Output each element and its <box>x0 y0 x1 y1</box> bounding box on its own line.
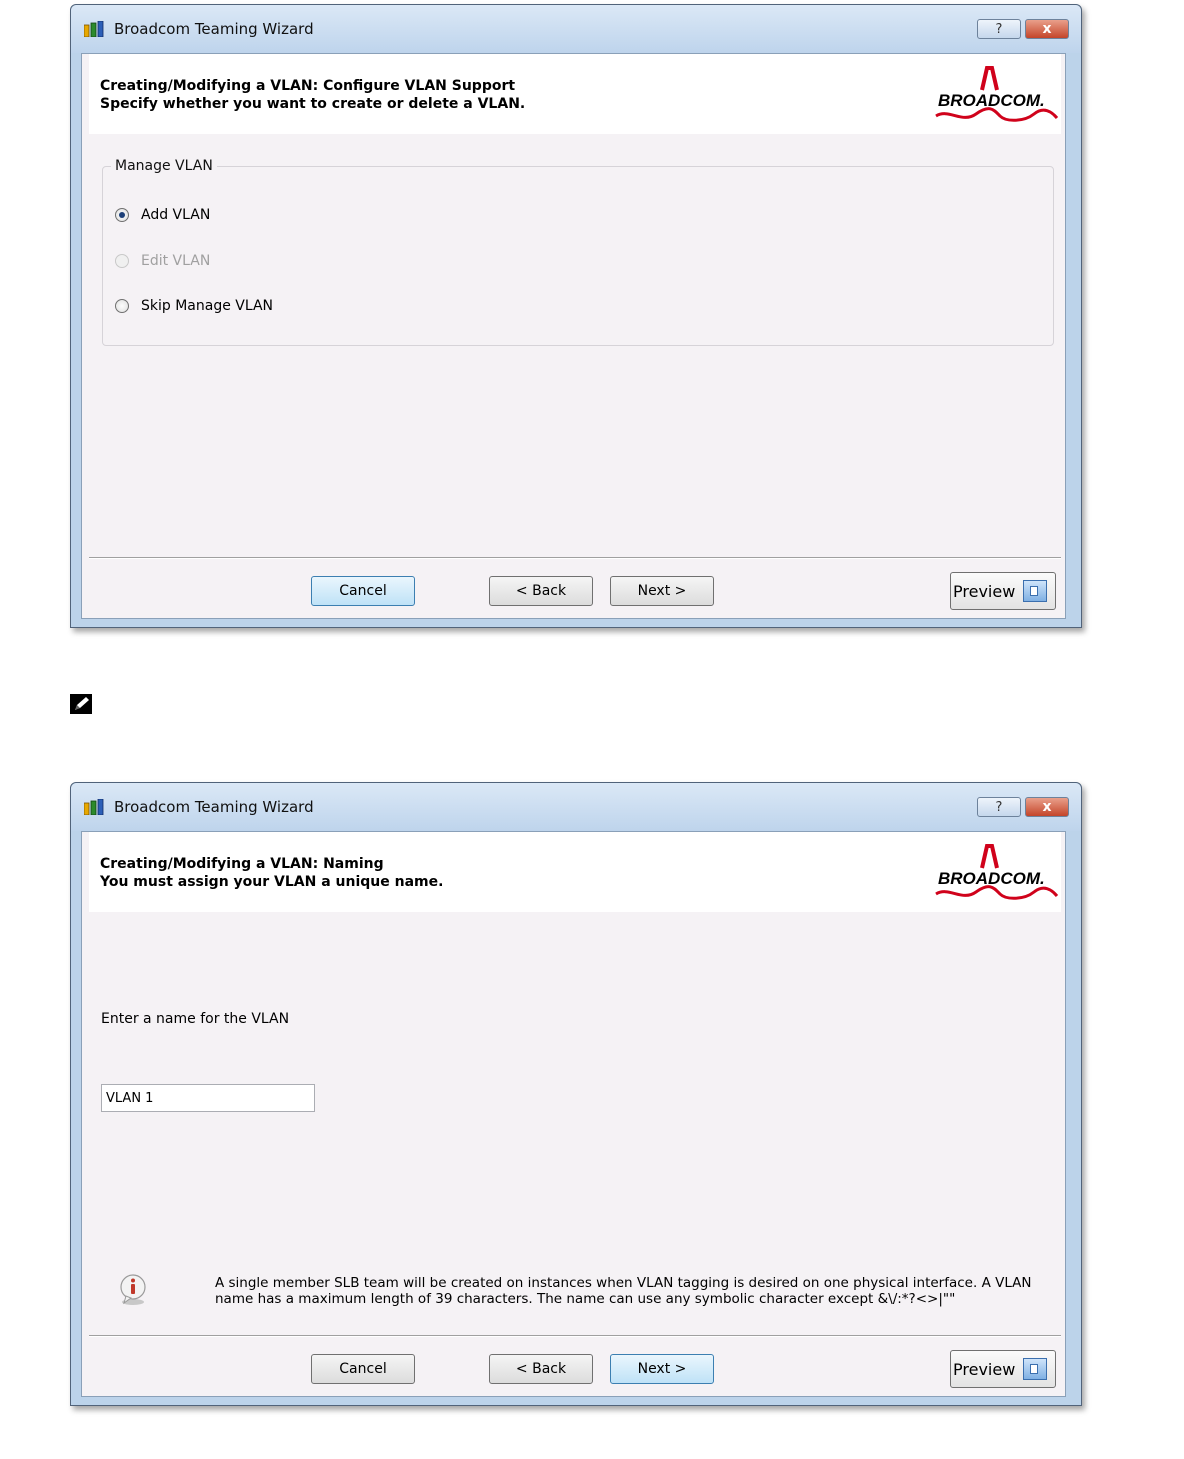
preview-button[interactable] <box>950 1350 1056 1388</box>
skip-manage-vlan-option[interactable] <box>115 298 273 314</box>
next-button[interactable]: Next > <box>610 1354 714 1384</box>
cancel-button[interactable]: Cancel <box>311 1354 415 1384</box>
preview-panel-icon <box>1023 580 1047 602</box>
broadcom-app-icon <box>84 799 104 815</box>
footer-divider <box>89 557 1061 559</box>
broadcom-logo <box>934 64 1059 126</box>
next-button[interactable]: Next > <box>610 576 714 606</box>
skip-manage-vlan-label: Skip Manage VLAN <box>141 298 274 314</box>
info-message-line2: name has a maximum length of 39 characters. The name can use any symbolic character except &\/:*?<>|"" <box>215 1291 956 1307</box>
wizard-header <box>89 832 1061 912</box>
radio-unchecked-icon[interactable] <box>115 299 129 313</box>
footer-divider <box>89 1335 1061 1337</box>
page-subtitle: Specify whether you want to create or delete a VLAN. <box>100 96 526 112</box>
info-message <box>215 1275 1035 1307</box>
teaming-wizard-window-vlan-support <box>70 4 1082 628</box>
manage-vlan-group <box>102 158 1054 346</box>
wizard-client-area <box>81 831 1066 1397</box>
close-button[interactable] <box>1025 797 1069 817</box>
window-title: Broadcom Teaming Wizard <box>114 20 314 38</box>
wizard-client-area <box>81 53 1066 619</box>
group-label: Manage VLAN <box>111 158 217 174</box>
radio-disabled-icon <box>115 254 129 268</box>
logo-text: BROADCOM. <box>938 869 1045 888</box>
close-button[interactable] <box>1025 19 1069 39</box>
radio-checked-icon[interactable] <box>115 208 129 222</box>
title-bar[interactable] <box>71 783 1081 831</box>
back-button[interactable]: < Back <box>489 576 593 606</box>
pencil-note-icon <box>70 694 92 714</box>
broadcom-app-icon <box>84 21 104 37</box>
logo-text: BROADCOM. <box>938 91 1045 110</box>
page-subtitle: You must assign your VLAN a unique name. <box>100 874 444 890</box>
close-icon: x <box>1042 21 1052 37</box>
help-icon: ? <box>995 799 1003 815</box>
help-icon: ? <box>995 21 1003 37</box>
preview-button[interactable] <box>950 572 1056 610</box>
preview-panel-icon <box>1023 1358 1047 1380</box>
broadcom-logo <box>934 842 1059 904</box>
page-title: Creating/Modifying a VLAN: Configure VLAN Support <box>100 78 516 94</box>
add-vlan-option[interactable] <box>115 207 210 223</box>
teaming-wizard-window-naming <box>70 782 1082 1406</box>
preview-label: Preview <box>953 581 1016 601</box>
info-icon <box>118 1272 148 1306</box>
add-vlan-label: Add VLAN <box>141 207 211 223</box>
close-icon: x <box>1042 799 1052 815</box>
cancel-button[interactable]: Cancel <box>311 576 415 606</box>
title-bar[interactable] <box>71 5 1081 53</box>
vlan-name-prompt: Enter a name for the VLAN <box>101 1011 290 1027</box>
preview-label: Preview <box>953 1359 1016 1379</box>
window-title: Broadcom Teaming Wizard <box>114 798 314 816</box>
help-button[interactable] <box>977 19 1021 39</box>
edit-vlan-option <box>115 253 210 269</box>
back-button[interactable]: < Back <box>489 1354 593 1384</box>
vlan-name-input[interactable] <box>101 1084 315 1112</box>
edit-vlan-label: Edit VLAN <box>141 253 211 269</box>
page-title: Creating/Modifying a VLAN: Naming <box>100 856 384 872</box>
wizard-header <box>89 54 1061 134</box>
info-message-line1: A single member SLB team will be created on instances when VLAN tagging is desired on one physical interface. A VLAN <box>215 1275 1032 1291</box>
help-button[interactable] <box>977 797 1021 817</box>
